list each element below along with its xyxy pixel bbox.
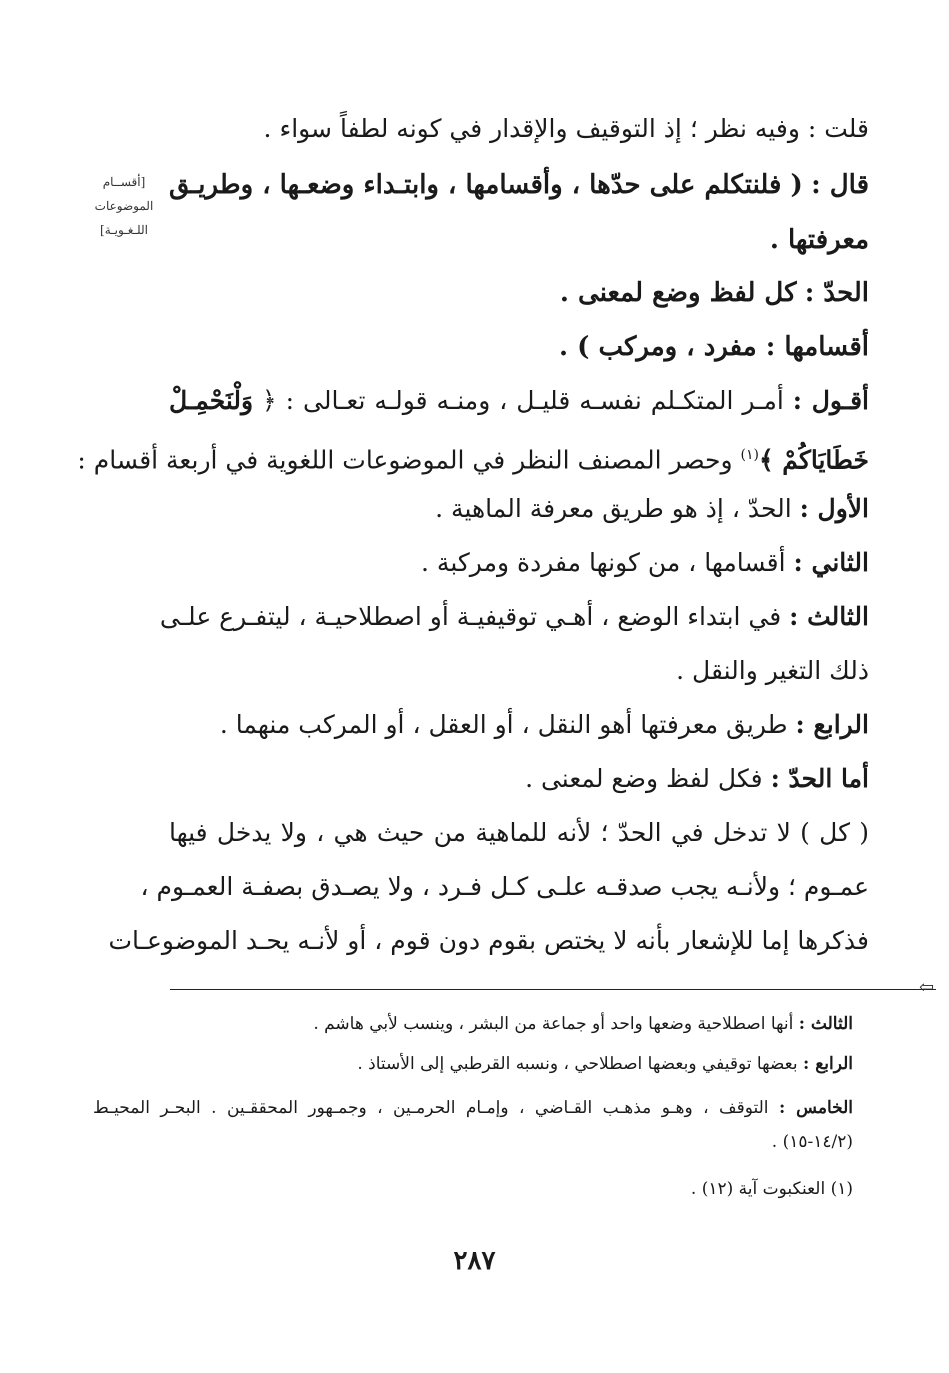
text-line-14: ( كل ) لا تدخل في الحدّ ؛ لأنه للماهية من حيث هي ، ولا يدخل فيها bbox=[169, 818, 869, 847]
quran-quote-end: خَطَايَاكُمْ ﴾ bbox=[758, 445, 869, 475]
text-line-4 bbox=[169, 276, 869, 310]
text-line-8 bbox=[169, 492, 869, 526]
speaker-label-aqul: أقـول : bbox=[792, 386, 869, 415]
text-line-3: معرفتها . bbox=[769, 225, 869, 255]
footnote-line-1 bbox=[93, 1012, 853, 1036]
footnote-text-third: أنها اصطلاحية وضعها واحد أو جماعة من البشر ، وينسب لأبي هاشم . bbox=[313, 1014, 794, 1034]
footnote-text-fourth: بعضها توقيفي وبعضها اصطلاحي ، ونسبه القرطبي إلى الأستاذ . bbox=[357, 1054, 798, 1074]
footnote-line-5: (١) العنكبوت آية (١٢) . bbox=[690, 1179, 853, 1199]
quran-quote-start: وَلْنَحْمِـلْ bbox=[169, 386, 254, 415]
label-third: الثالث : bbox=[789, 602, 869, 631]
footnote-line-3 bbox=[93, 1096, 853, 1120]
text-line-16: فذكرها إما للإشعار بأنه لا يختص بقوم دون قوم ، أو لأنـه يحـد الموضوعـات bbox=[108, 926, 869, 955]
footnote-label-fourth: الرابع : bbox=[803, 1054, 853, 1074]
page-number: ٢٨٧ bbox=[453, 1246, 496, 1276]
text-line-15: عمـوم ؛ ولأنـه يجب صدقـه علـى كـل فـرد ، ولا يصـدق بصفـة العمـوم ، bbox=[140, 872, 869, 901]
label-fourth: الرابع : bbox=[795, 710, 869, 739]
continuation-arrow-icon: ⇦ bbox=[919, 977, 935, 998]
footnote-label-fifth: الخامس : bbox=[778, 1098, 854, 1118]
matn-text-1: ( فلنتكلم على حدّها ، وأقسامها ، وابتـداء وضعـها ، وطريـق bbox=[169, 170, 803, 200]
text-third: في ابتداء الوضع ، أهـي توقيفيـة أو اصطلاحيـة ، ليتفـرع علـى bbox=[159, 602, 782, 631]
footnote-text-fifth: التوقف ، وهـو مذهـب القـاضي ، وإمـام الحرمـين ، وجمـهور المحققـين . البحـر المحيـط bbox=[93, 1098, 769, 1118]
text-line-1: قلت : وفيه نظر ؛ إذ التوقيف والإقدار في كونه لطفاً سواء . bbox=[263, 114, 869, 143]
text-amma-hadd: فكل لفظ وضع لمعنى . bbox=[525, 764, 763, 793]
text-second: أقسامها ، من كونها مفردة ومركبة . bbox=[421, 548, 786, 577]
label-second: الثاني : bbox=[793, 548, 869, 577]
text-line-12 bbox=[169, 708, 869, 742]
margin-note bbox=[88, 170, 160, 242]
text-line-6 bbox=[169, 384, 869, 418]
footnote-line-2 bbox=[93, 1052, 853, 1076]
heading-hadd: الحدّ : bbox=[804, 278, 869, 308]
margin-note-line-2: الموضوعات bbox=[94, 199, 154, 213]
text-line-2 bbox=[169, 168, 869, 202]
text-line-5: أقسامها : مفرد ، ومركب ) . bbox=[559, 332, 869, 362]
footnote-marker-1: (١) bbox=[740, 447, 759, 463]
text-line-13 bbox=[169, 762, 869, 796]
footnote-label-third: الثالث : bbox=[798, 1014, 853, 1034]
text-line-9 bbox=[169, 546, 869, 580]
text-fourth: طريق معرفتها أهو النقل ، أو العقل ، أو المركب منهما . bbox=[219, 710, 788, 739]
text-line-10 bbox=[159, 600, 869, 634]
text-first: الحدّ ، إذ هو طريق معرفة الماهية . bbox=[435, 494, 792, 523]
label-first: الأول : bbox=[799, 494, 869, 523]
margin-note-line-3: اللـغـويـة] bbox=[100, 223, 148, 237]
text-line-7 bbox=[77, 438, 869, 477]
footnote-line-4: (١٤/٢-١٥) . bbox=[771, 1132, 853, 1152]
speaker-label-qal: قال : bbox=[811, 170, 870, 200]
footnote-separator bbox=[170, 989, 936, 990]
label-amma-hadd: أما الحدّ : bbox=[770, 764, 869, 793]
text-line-11: ذلك التغير والنقل . bbox=[676, 656, 869, 685]
commentary-text-2: وحصر المصنف النظر في الموضوعات اللغوية في أربعة أقسام : bbox=[77, 445, 733, 475]
margin-note-line-1: [أقســام bbox=[102, 175, 146, 189]
matn-definition: كل لفظ وضع لمعنى . bbox=[559, 278, 797, 308]
commentary-text-1: أمـر المتكـلم نفسـه قليـل ، ومنـه قولـه تعـالى : ﴿ bbox=[262, 386, 784, 415]
